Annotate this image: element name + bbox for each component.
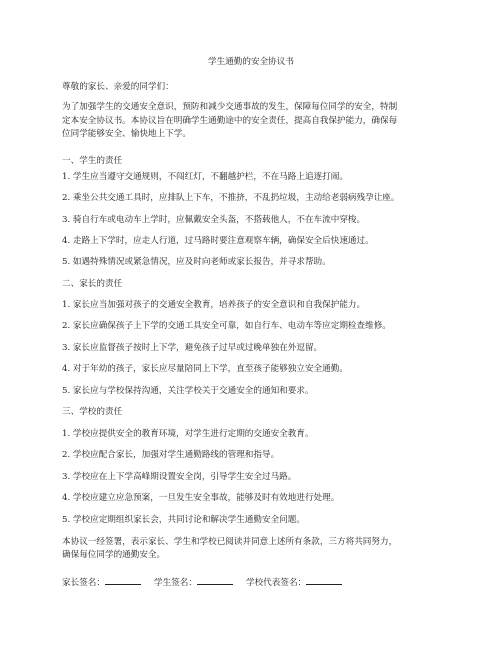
list-item: 3. 家长应监督孩子按时上下学，避免孩子过早或过晚单独在外逗留。	[62, 343, 323, 353]
list-item: 4. 学校应建立应急预案，一旦发生安全事故，能够及时有效地进行处理。	[62, 493, 340, 503]
list-item: 3. 学校应在上下学高峰期设置安全岗，引导学生安全过马路。	[62, 472, 297, 482]
list-item: 3. 骑自行车或电动车上学时，应佩戴安全头盔，不搭载他人，不在车流中穿梭。	[62, 215, 366, 225]
closing-line-1: 本协议一经签署，表示家长、学生和学校已阅读并同意上述所有条款，三方将共同努力，	[62, 537, 398, 547]
list-item: 5. 家长应与学校保持沟通，关注学校关于交通安全的通知和要求。	[62, 386, 314, 396]
list-item: 4. 对于年幼的孩子，家长应尽量陪同上下学，直至孩子能够独立安全通勤。	[62, 364, 348, 374]
list-item: 1. 学校应提供安全的教育环境，对学生进行定期的交通安全教育。	[62, 429, 314, 439]
intro-line-2: 定本安全协议书。本协议旨在明确学生通勤途中的安全责任，提高自我保护能力，确保每	[62, 116, 398, 126]
list-item: 2. 学校应配合家长，加强对学生通勤路线的管理和指导。	[62, 450, 280, 460]
section-heading-parents: 二、家长的责任	[62, 279, 123, 289]
greeting: 尊敬的家长、亲爱的同学们：	[62, 82, 174, 92]
section-heading-school: 三、学校的责任	[62, 407, 123, 417]
list-item: 1. 学生应当遵守交通规则，不闯红灯，不翻越护栏，不在马路上追逐打闹。	[62, 172, 348, 182]
list-item: 5. 如遇特殊情况或紧急情况，应及时向老师或家长报告，并寻求帮助。	[62, 257, 331, 267]
school-signature-label: 学校代表签名：	[245, 578, 307, 588]
list-item: 2. 乘坐公共交通工具时，应排队上下车，不推挤，不乱扔垃圾，主动给老弱病残孕让座。	[62, 193, 400, 203]
student-signature-blank	[197, 575, 233, 585]
closing-line-2: 确保每位同学的通勤安全。	[62, 550, 166, 560]
school-signature-blank	[306, 575, 342, 585]
list-item: 5. 学校应定期组织家长会，共同讨论和解决学生通勤安全问题。	[62, 515, 305, 525]
document-title: 学生通勤的安全协议书	[208, 57, 294, 67]
parent-signature-label: 家长签名：	[62, 578, 105, 588]
section-heading-students: 一、学生的责任	[62, 156, 123, 166]
intro-line-1: 为了加强学生的交通安全意识，预防和减少交通事故的发生，保障每位同学的安全，特制	[62, 102, 398, 112]
student-signature-label: 学生签名：	[153, 578, 197, 588]
signature-row	[62, 575, 342, 589]
list-item: 4. 走路上下学时，应走人行道，过马路时要注意观察车辆，确保安全后快速通过。	[62, 236, 374, 246]
list-item: 1. 家长应当加强对孩子的交通安全教育，培养孩子的安全意识和自我保护能力。	[62, 300, 366, 310]
list-item: 2. 家长应确保孩子上下学的交通工具安全可靠，如自行车、电动车等应定期检查维修。	[62, 321, 391, 331]
intro-line-3: 位同学能够安全、愉快地上下学。	[62, 129, 191, 139]
parent-signature-blank	[105, 575, 141, 585]
